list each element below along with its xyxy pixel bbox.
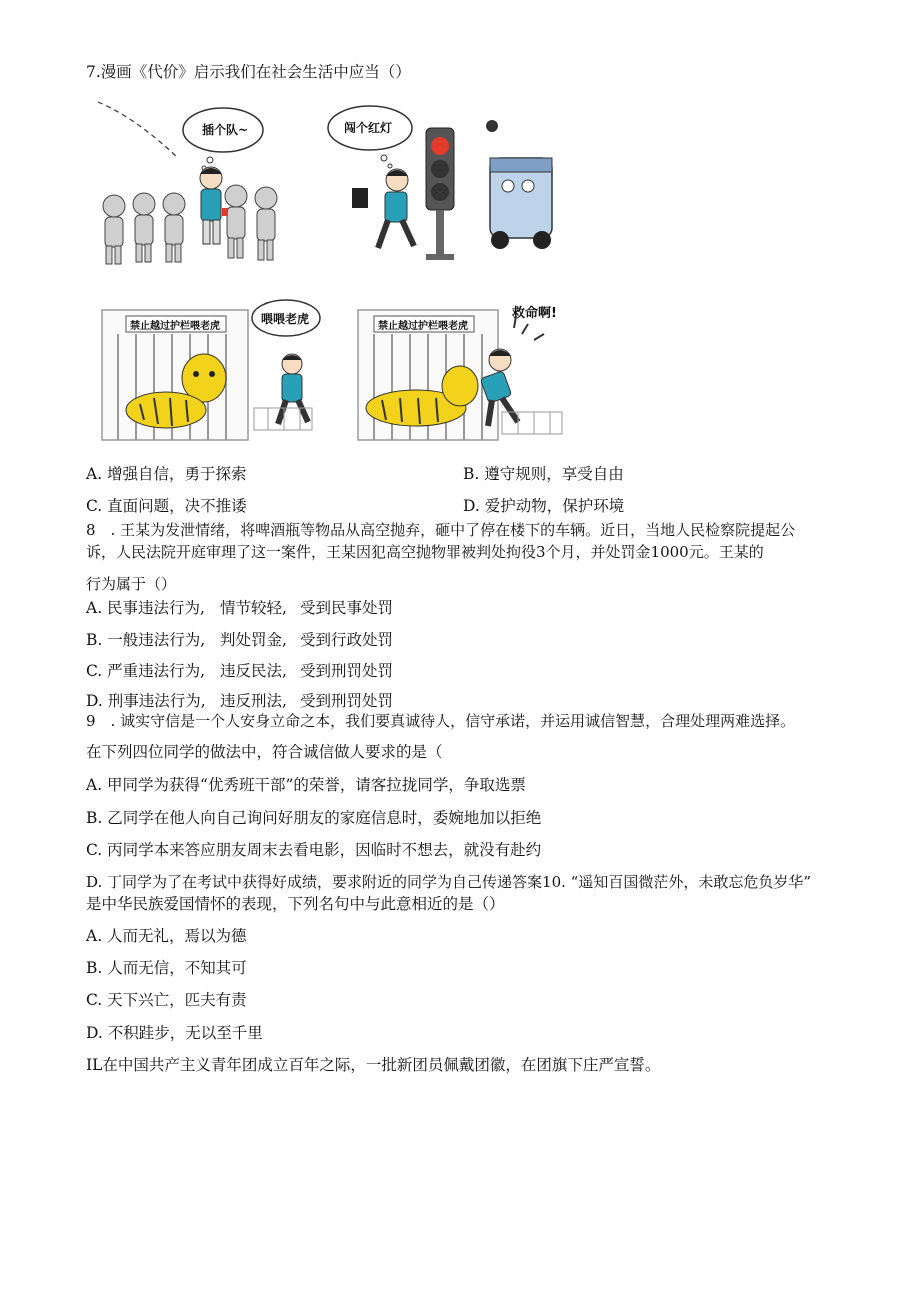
q8-option-a-part1: A. 民事违法行为, xyxy=(86,599,205,617)
comic-bubble-help: 救命啊! xyxy=(512,306,557,321)
q8-option-b-part3: 受到行政处罚 xyxy=(300,631,394,649)
comic-panel-feed-tiger xyxy=(96,288,332,444)
q7-option-d: D. 爱护动物，保护环境 xyxy=(463,497,625,515)
q9-option-c: C. 丙同学本来答应朋友周末去看电影，因临时不想去，就没有赴约 xyxy=(86,841,542,859)
q7-option-b: B. 遵守规则，享受自由 xyxy=(463,465,624,483)
comic-sign-2: 禁止越过护栏喂老虎 xyxy=(378,321,468,332)
q8-option-d-part2: 违反刑法, xyxy=(220,692,287,710)
q10-option-c: C. 天下兴亡，匹夫有责 xyxy=(86,991,247,1009)
q8-option-a-part3: 受到民事处罚 xyxy=(300,599,394,617)
comic-panel-queue xyxy=(96,98,292,270)
q8-option-a-part2: 情节较轻, xyxy=(220,599,287,617)
q10-option-a: A. 人而无礼，焉以为德 xyxy=(86,927,247,945)
q7-option-a: A. 增强自信，勇于探索 xyxy=(86,465,247,483)
q10-option-d: D. 不积跬步，无以至千里 xyxy=(86,1024,263,1042)
q9-option-b: B. 乙同学在他人向自己询问好朋友的家庭信息时，委婉地加以拒绝 xyxy=(86,809,542,827)
q8-option-c-part2: 违反民法, xyxy=(220,662,287,680)
q8-option-c-part1: C. 严重违法行为, xyxy=(86,662,206,680)
q9-line-1: 9 . 诚实守信是一个人安身立命之本，我们要真诚待人，信守承诺，并运用诚信智慧，合理处理两难选择。 xyxy=(86,712,796,730)
comic-bubble-feed-tiger: 喂喂老虎 xyxy=(261,312,310,326)
q7-option-c: C. 直面问题，决不推诿 xyxy=(86,497,247,515)
comic-panel-help xyxy=(352,294,578,444)
q9-option-d-line-2: 是中华民族爱国情怀的表现，下列名句中与此意相近的是（） xyxy=(86,895,505,913)
comic-sign-1: 禁止越过护栏喂老虎 xyxy=(130,321,220,332)
comic-bubble-queue: 插个队~ xyxy=(202,123,249,137)
q11-line-1: IL在中国共产主义青年团成立百年之际，一批新团员佩戴团徽，在团旗下庄严宣誓。 xyxy=(86,1056,661,1074)
q8-line-1: 8 . 王某为发泄情绪，将啤酒瓶等物品从高空抛弃，砸中了停在楼下的车辆。近日，当地人民检察院提起公 xyxy=(86,521,796,539)
q8-option-b-part2: 判处罚金, xyxy=(220,631,287,649)
q8-option-b-part1: B. 一般违法行为, xyxy=(86,631,206,649)
comic-panel-red-light xyxy=(322,100,580,266)
q7-stem: 7.漫画《代价》启示我们在社会生活中应当（） xyxy=(86,63,411,81)
q9-option-a: A. 甲同学为获得“优秀班干部”的荣誉，请客拉拢同学，争取选票 xyxy=(86,776,526,794)
q8-line-3: 行为属于（） xyxy=(86,575,177,593)
q9-line-2: 在下列四位同学的做法中，符合诚信做人要求的是（ xyxy=(86,743,443,761)
q9-option-d-line-1: D. 丁同学为了在考试中获得好成绩，要求附近的同学为自己传递答案10. “遥知百国微茫外，未敢忘危负岁华” xyxy=(86,873,811,891)
q8-option-c-part3: 受到刑罚处罚 xyxy=(300,662,394,680)
comic-bubble-red-light: 闯个红灯 xyxy=(344,121,393,135)
q10-option-b: B. 人而无信，不知其可 xyxy=(86,959,247,977)
q8-line-2: 诉，人民法院开庭审理了这一案件，王某因犯高空抛物罪被判处拘役3个月，并处罚金1000元。王某的 xyxy=(86,543,764,561)
q8-option-d-part1: D. 刑事违法行为, xyxy=(86,692,206,710)
q8-option-d-part3: 受到刑罚处罚 xyxy=(300,692,394,710)
